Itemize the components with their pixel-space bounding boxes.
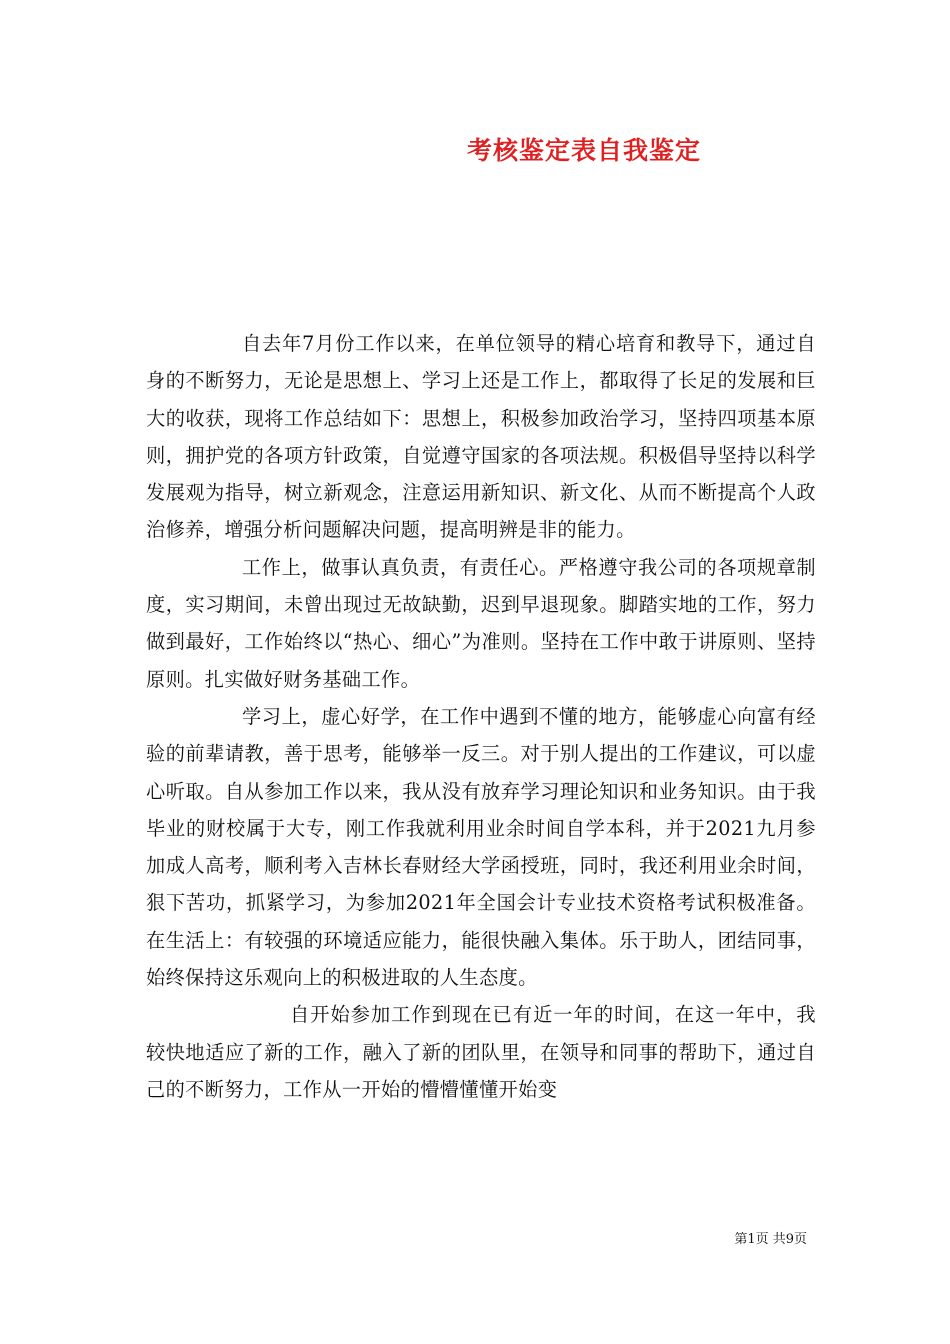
page-number: 第1页 共9页 [734, 1232, 807, 1247]
paragraph-2: 工作上，做事认真负责，有责任心。严格遵守我公司的各项规章制度，实习期间，未曾出现过无故缺勤，迟到早退现象。脚踏实地的工作，努力做到最好，工作始终以“热心、细心”为准则。坚持在工作中敢于讲原则、坚持原则。扎实做好财务基础工作。 [146, 555, 816, 691]
document-title: 考核鉴定表自我鉴定 [466, 136, 701, 165]
document-body [146, 325, 816, 1108]
paragraph-3: 学习上，虚心好学，在工作中遇到不懂的地方，能够虚心向富有经验的前辈请教，善于思考，能够举一反三。对于别人提出的工作建议，可以虚心听取。自从参加工作以来，我从没有放弃学习理论知识和业务知识。由于我毕业的财校属于大专，刚工作我就利用业余时间自学本科，并于2021九月参加成人高考，顺利考入吉林长春财经大学函授班，同时，我还利用业余时间，狠下苦功，抓紧学习，为参加2021年全国会计专业技术资格考试积极准备。在生活上：有较强的环境适应能力，能很快融入集体。乐于助人，团结同事，始终保持这乐观向上的积极进取的人生态度。 [146, 704, 816, 990]
paragraph-1: 自去年7月份工作以来，在单位领导的精心培育和教导下，通过自身的不断努力，无论是思想上、学习上还是工作上，都取得了长足的发展和巨大的收获，现将工作总结如下：思想上，积极参加政治学习，坚持四项基本原则，拥护党的各项方针政策，自觉遵守国家的各项法规。积极倡导坚持以科学发展观为指导，树立新观念，注意运用新知识、新文化、从而不断提高个人政治修养，增强分析问题解决问题，提高明辨是非的能力。 [146, 332, 816, 542]
paragraph-4: 自开始参加工作到现在已有近一年的时间，在这一年中，我较快地适应了新的工作，融入了新的团队里，在领导和同事的帮助下，通过自己的不断努力，工作从一开始的懵懵懂懂开始变 [146, 1003, 816, 1101]
